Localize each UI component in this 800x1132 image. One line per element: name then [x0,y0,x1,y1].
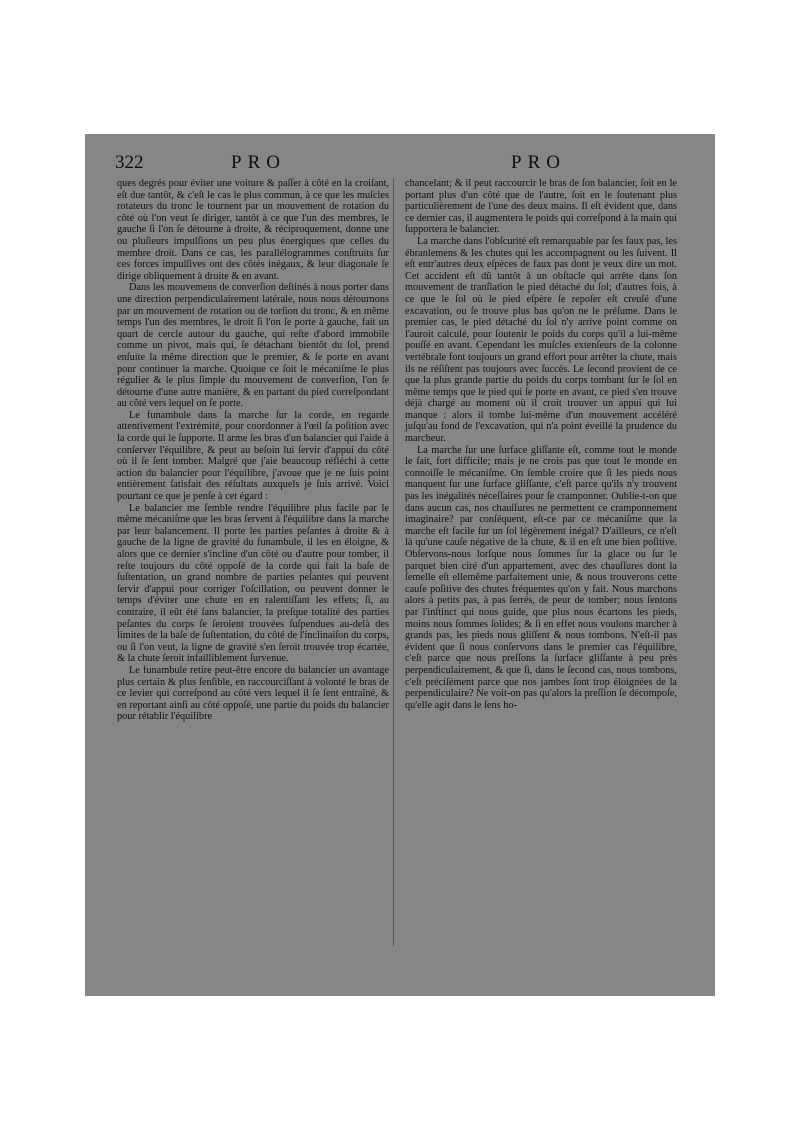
paragraph: La marche ſur une ſurface gliſſante eſt, comme tout le monde le ſait, fort difficile; mais je ne crois pas que tout le monde en connoiſſe le mécaniſme. On ſemble croire que ſi les pieds nous manquent ſur une ſurface gliſſante, c'eſt parce qu'ils n'y trouvent pas les inégalités néceſſaires pour ſe cramponner. Oublie-t-on que dans aucun cas, nos chauſſures ne permettent ce cramponnement imaginaire? par conſéquent, eſt-ce par ce mécaniſme que la marche eſt facile ſur un ſol légèrement inégal? D'ailleurs, ce n'eſt là qu'une cauſe négative de la chute, & il en eſt une bien poſitive. Obſervons-nous lorſque nous ſommes ſur la glace ou ſur le parquet bien ciré d'un appartement, avec des chauſſures dont la ſemelle eſt ellemême parfaitement unie, & nous trouverons cette cauſe poſitive des chutes fréquentes qu'on y fait. Nous marchons alors à petits pas, à pas ſerrés, de peur de tomber; nous ſentons par l'inſtinct qui nous guide, que plus nous écartons les pieds, moins nous ſommes ſolides; & ſi en effet nous voulons marcher à grands pas, les pieds nous gliſſent & nous tombons. N'eſt-il pas évident que ſi nous conſervons dans le premier cas l'équilibre, c'eſt parce que nous preſſons la ſurface gliſſante à peu près perpendiculairement, & que ſi, dans le ſecond cas, nous tombons, c'eſt préciſément parce que nos jambes ſont trop éloignées de la perpendiculaire? Ne voit-on pas qu'alors la preſſion ſe décompoſe, qu'elle agit dans le ſens ho- [405,444,677,711]
page-header [85,152,715,176]
right-column [405,178,677,711]
running-head-left: PRO [231,152,286,173]
page-number: 322 [115,152,144,173]
paragraph: Le funambule dans ſa marche ſur la corde, en regarde attentivement l'extrémité, pour coordonner à l'œil ſa poſition avec la corde qui le ſupporte. Il arme ſes bras d'un balancier qui l'aide à conſerver l'équilibre, & peut au beſoin lui ſervir d'appui du côté où il ſe ſent tomber. Malgré que j'aie beaucoup réfléchi à cette action du balancier pour l'équilibre, j'avoue que je ne ſuis point entièrement ſatisfait des réſultats auxquels je ſuis arrivé. Voici pourtant ce que je penſe à cet égard : [117,409,389,503]
paragraph: Dans les mouvemens de converſion deſtinés à nous porter dans une direction perpendiculairement latérale, nous nous détournons par un mouvement de rotation ou de torſion du tronc, & en même temps l'un des membres, le droit ſi l'on ſe porte à gauche, fait un quart de cercle autour du gauche, qui reſte d'abord immobile comme un pivot, mais qui, ſe détachant bientôt du ſol, prend enſuite la même direction que le premier, & ſe porte en avant pour continuer la marche. Quoique ce ſoit le mécaniſme le plus régulier & le plus ſimple du mouvement de converſion, l'on ſe détourne d'une autre manière, & en partant du pied correſpondant au côté vers lequel on ſe porte. [117,282,389,410]
paragraph: Le balancier me ſemble rendre l'équilibre plus facile par le même mécaniſme que les bras ſervent à l'équilibre dans la marche par leur balancement. Il porte les parties peſantes à droite & à gauche de la ligne de gravité du funambule, il les en éloigne, & alors que ce dernier s'incline d'un côté ou d'autre pour tomber, il reſte toujours du côté oppoſé de la corde qui fait la baſe de ſuſtentation, un grand nombre de parties peſantes qui peuvent ſervir d'appui pour corriger l'oſcillation, ou peuvent donner le temps d'éviter une chute en en ralentiſſant les effets; ſi, au contraire, il eût été ſans balancier, la preſque totalité des parties peſantes du corps ſe ſeroient trouvées ſuſpendues au-delà des limites de la baſe de ſuſtentation, du côté de l'inclinaiſon du corps, ou ſi l'on veut, la ligne de gravité s'en ſeroit trouvée trop écartée, & la chute ſeroit infailliblement ſurvenue. [117,502,389,665]
scanned-page [85,134,715,996]
column-divider [393,178,394,946]
paragraph: ques degrés pour éviter une voiture & paſſer à côté en la croiſant, eſt due tantôt, & c'eſt le cas le plus commun, à ce que les muſcles rotateurs du tronc le tournent par un mouvement de rotation du côté où l'on veut ſe diriger, tantôt à ce que l'un des membres, le gauche ſi l'on ſe détourne à droite, & réciproquement, donne une ou pluſieurs impulſions un peu plus énergiques que celles du membre droit. Dans ce cas, les parallélogrammes conſtruits ſur ces forces impulſives ont des côtés inégaux, & leur diagonale ſe dirige obliquement à droite & en avant. [117,178,389,282]
paragraph: chancelant; & il peut raccourcir le bras de ſon balancier, ſoit en le portant plus d'un côté que de l'autre, ſoit en le ſoutenant plus particulièrement de l'une des deux mains. Il eſt évident que, dans ce dernier cas, il augmentera le poids qui correſpond à la main qui ſupportera le balancier. [405,178,677,236]
running-head-right: PRO [511,152,566,173]
left-column [117,178,389,723]
paragraph: Le funambule retire peut-être encore du balancier un avantage plus certain & plus ſenſible, en raccourciſſant à volonté le bras de ce levier qui correſpond au côté vers lequel il ſe ſent entraîné, & en reportant ainſi au côté oppoſé, une partie du poids du balancier pour rétablir l'équilibre [117,664,389,723]
paragraph: La marche dans l'obſcurité eſt remarquable par ſes faux pas, les ébranlemens & les chutes qui les accompagnent ou les ſuivent. Il eſt entr'autres deux eſpèces de faux pas dont je veux dire un mot. Cet accident eſt dû tantôt à un obſtacle qui arrête dans ſon mouvement de tranſlation le pied détaché du ſol; d'autres fois, à ce que le ſol où le pied eſpère ſe repoſer eſt creuſé d'une excavation, ou ſe trouve plus bas qu'on ne le préſume. Dans le premier cas, le pied détaché du ſol n'y arrive point comme on l'auroit calculé, pour ſoutenir le poids du corps qu'il a lui-même pouſſé en avant. Cependant les muſcles extenſeurs de la colonne vertébrale font toujours un grand effort pour arrêter la chute, mais ils ne réſiſtent pas toujours avec ſuccès. Le ſecond provient de ce que la plus grande partie du poids du corps tombant ſur le ſol en même temps que le pied qui ſe porte en avant, ce pied s'en trouve déjà chargé au moment où il croit trouver un appui qui lui manque : alors il tombe lui-même d'un mouvement accéléré juſqu'au fond de l'excavation, qui n'a point éveillé la prudence du marcheur. [405,235,677,445]
